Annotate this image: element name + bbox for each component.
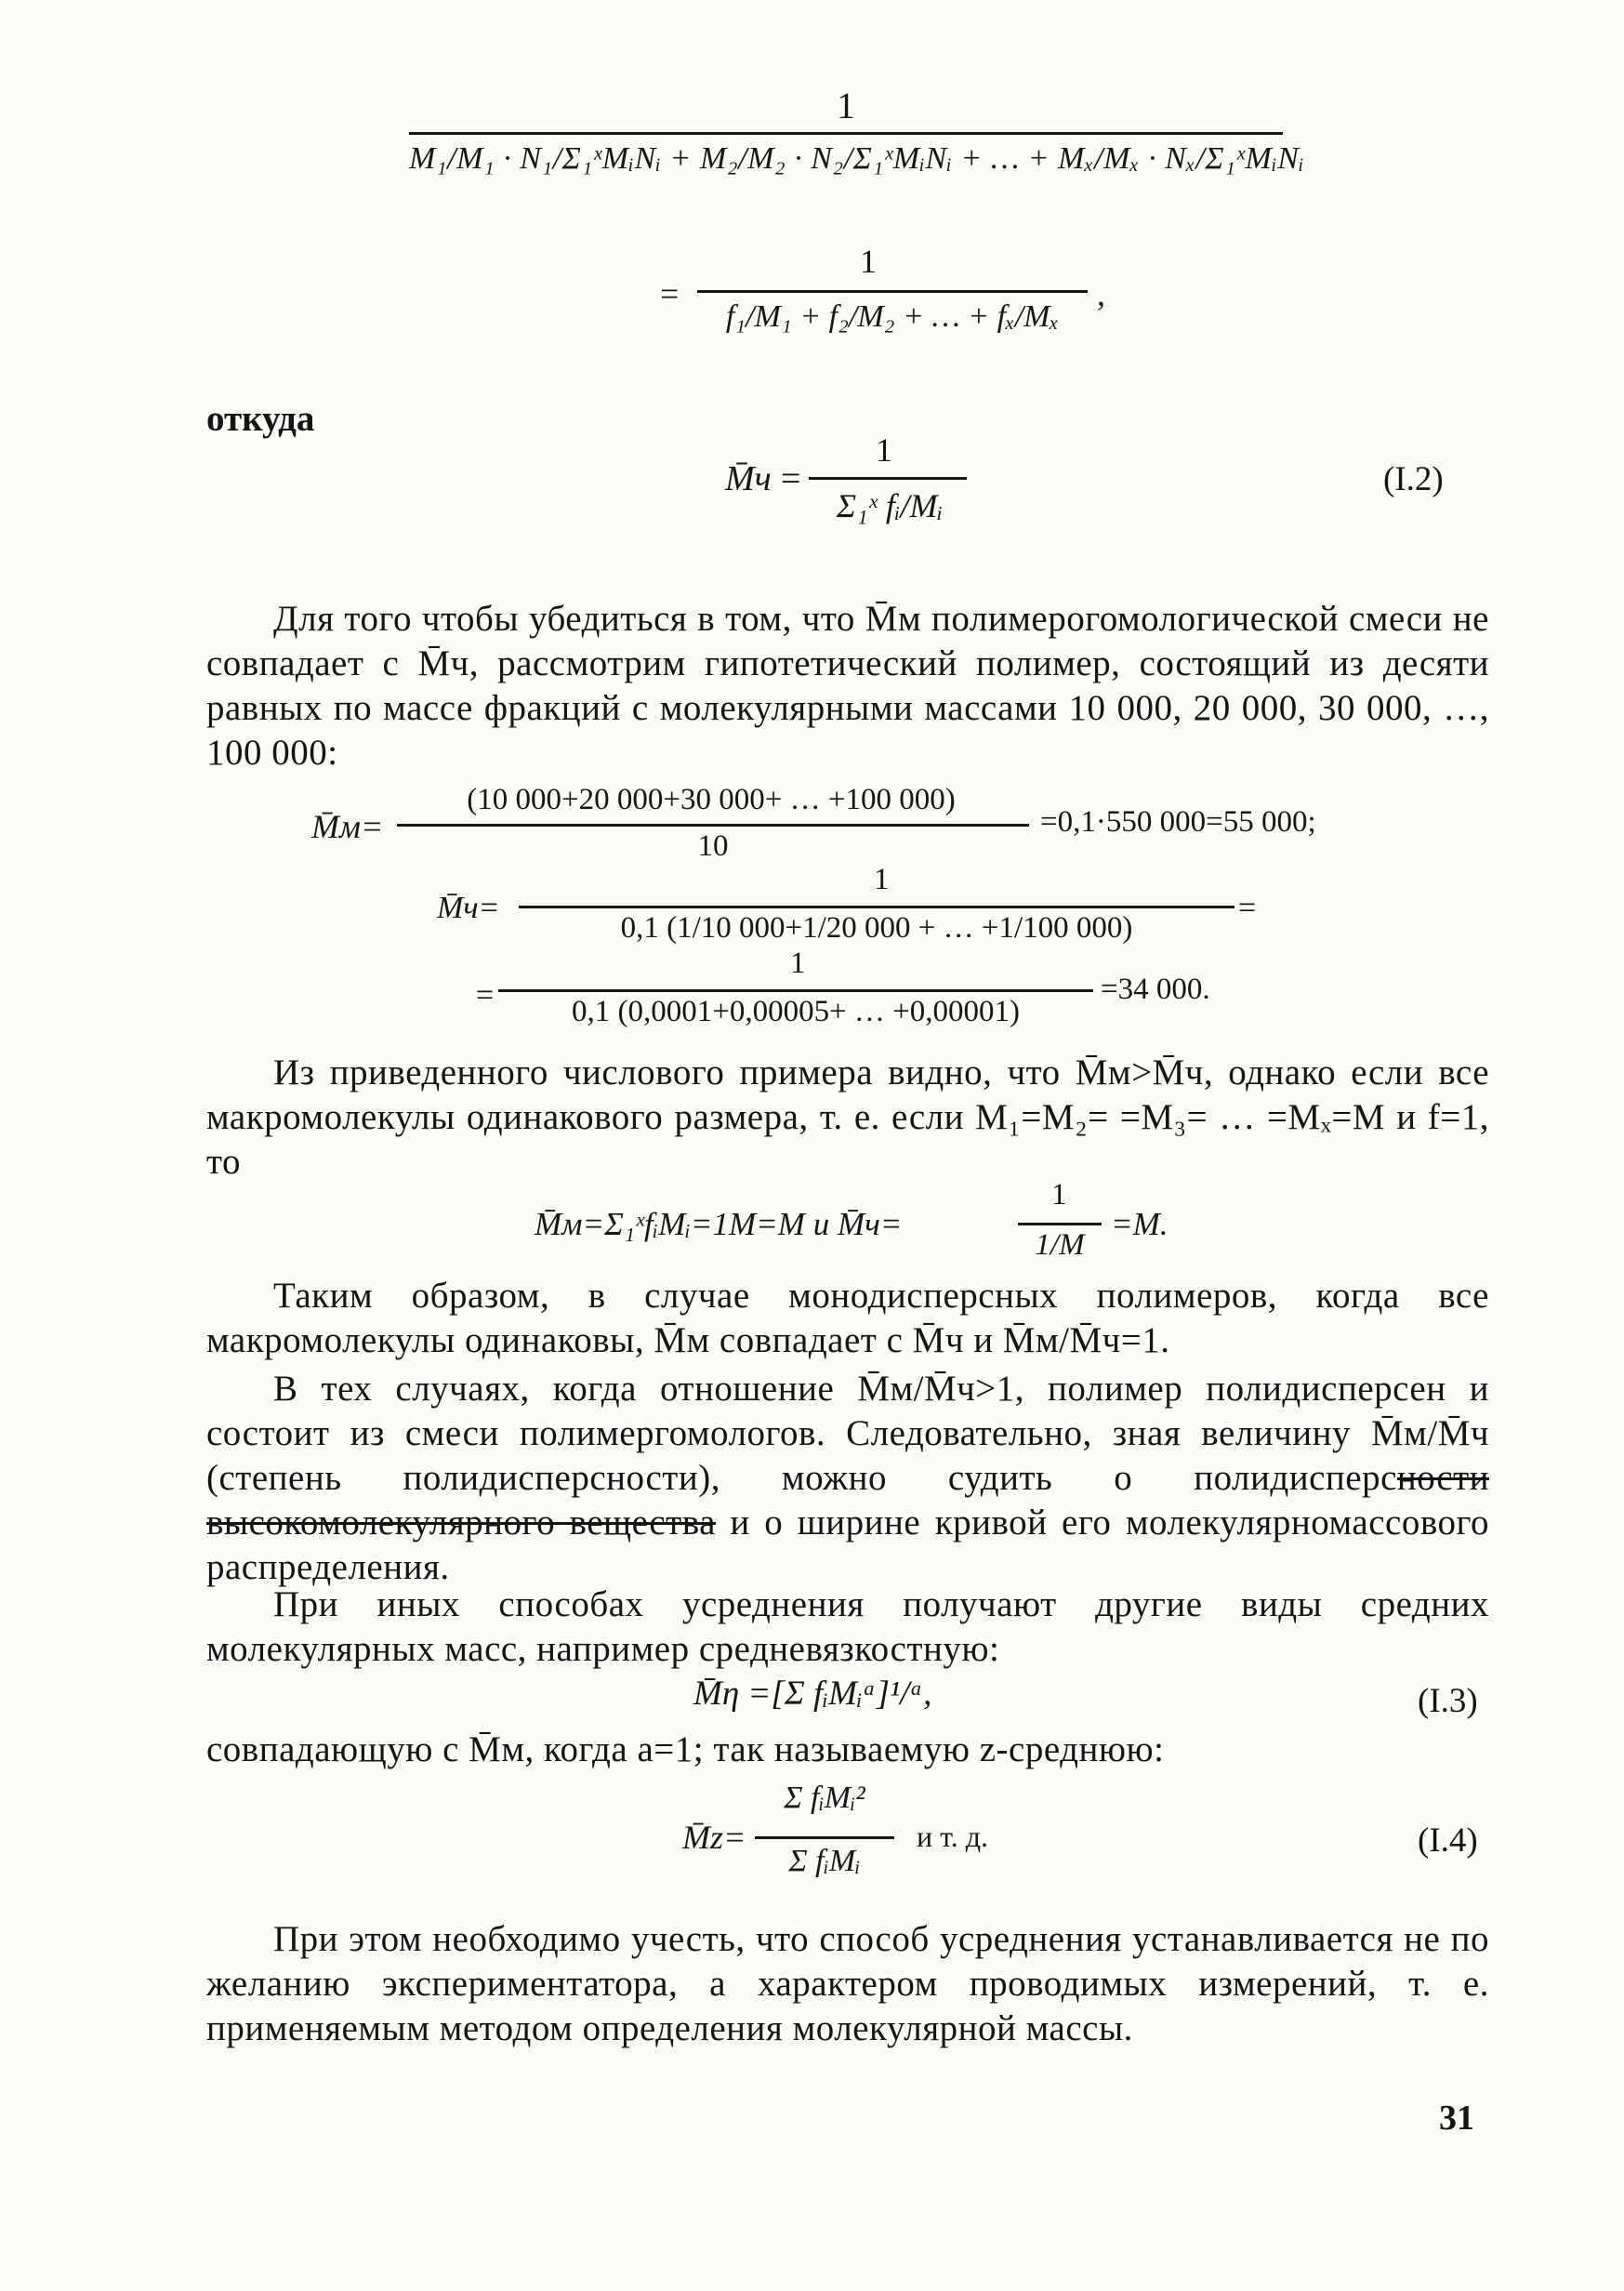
top-formula-second-denominator: f₁/M₁ + f₂/M₂ + … + fₓ/Mₓ — [725, 299, 1060, 334]
eq-1-4-tail: и т. д. — [917, 1820, 988, 1853]
calc-mch-lhs: M̄ч= — [437, 891, 500, 925]
calc-mch-denominator: 0,1 (1/10 000+1/20 000 + … +1/100 000) — [620, 911, 1133, 945]
calc-mm-denominator: 10 — [697, 829, 729, 863]
calc-mm-result: =0,1·550 000=55 000; — [1040, 805, 1316, 839]
calc-mm-lhs: M̄м= — [311, 808, 384, 845]
eq-equal-numerator: 1 — [1051, 1178, 1067, 1212]
eq-1-4-lhs: M̄z= — [682, 1819, 746, 1856]
top-formula-comma: , — [1097, 275, 1105, 312]
calc-mch-numerator: 1 — [874, 863, 890, 896]
eq-1-2-equals: = — [781, 459, 801, 498]
eq-1-3: M̄η =[Σ fᵢMᵢᵃ]¹/ᵃ, — [693, 1675, 932, 1713]
eq-1-4-number: (I.4) — [1418, 1821, 1478, 1860]
eq-1-4 — [682, 1781, 1073, 1901]
calc-mch2-bar — [498, 989, 1093, 992]
calc-mch2-denominator: 0,1 (0,0001+0,00005+ … +0,00001) — [571, 995, 1021, 1028]
calc-mch — [437, 865, 1274, 958]
paragraph-3: Таким образом, в случае монодисперсных полимеров, когда все макромолекулы одинаковы, M̄м совпадает с M̄ч и M̄м/M̄ч=1. — [206, 1276, 1489, 1360]
paragraph-4-after: и о ширине кривой его молекулярномассового распределения. — [206, 1503, 1489, 1587]
eq-1-3-number: (I.3) — [1418, 1682, 1478, 1720]
top-formula-denominator: M₁/M₁ · N₁/Σ₁ˣMᵢNᵢ + M₂/M₂ · N₂/Σ₁ˣMᵢNᵢ + … + Mₓ/Mₓ · Nₓ/Σ₁ˣMᵢNᵢ — [409, 141, 1305, 176]
eq-1-2-numerator: 1 — [876, 431, 892, 469]
top-formula — [390, 84, 1305, 391]
top-formula-numerator: 1 — [837, 85, 855, 126]
otkuda-label: откуда — [206, 399, 315, 439]
top-formula-fraction-bar — [409, 132, 1283, 135]
page-number: 31 — [1439, 2099, 1474, 2138]
calc-mm-bar — [397, 824, 1029, 827]
eq-1-2-denominator: Σ₁ˣ fᵢ/Mᵢ — [836, 487, 944, 524]
calc-mch2-numerator: 1 — [790, 947, 806, 980]
paragraph-4-struck: ности высокомолекулярного вещества — [206, 1458, 1489, 1543]
eq-equal — [535, 1178, 1278, 1278]
paragraph-4-before: В тех случаях, когда отношение M̄м/M̄ч>1, полимер полидисперсен и состоит из смеси полимергомологов. Следовательно, зная величину M̄м/M̄ч (степень полидисперсности), можно судить о полидисперс — [206, 1369, 1489, 1498]
eq-1-2 — [725, 432, 1023, 572]
top-formula-second-bar — [697, 290, 1088, 293]
paragraph-7: При этом необходимо учесть, что способ усреднения устанавливается не по желанию экспериментатора, а характером проводимых измерений, т. е. применяемым методом определения молекулярной массы. — [206, 1919, 1489, 2048]
eq-1-4-bar — [755, 1836, 894, 1839]
paragraph-5: При иных способах усреднения получают другие виды средних молекулярных масс, например средневязкостную: — [206, 1584, 1489, 1669]
eq-1-4-denominator: Σ fᵢMᵢ — [788, 1844, 861, 1878]
eq-equal-denominator: 1/M — [1035, 1228, 1085, 1262]
paragraph-2: Из приведенного числового примера видно, что M̄м>M̄ч, однако если все макромолекулы одинакового размера, т. е. если M₁=M₂= =M₃= … =Mₓ=M и f=1, то — [206, 1053, 1489, 1182]
eq-equal-right: =M. — [1111, 1206, 1168, 1242]
calc-mch2 — [476, 948, 1275, 1041]
calc-mch2-result: =34 000. — [1101, 973, 1210, 1006]
calc-mm-numerator: (10 000+20 000+30 000+ … +100 000) — [467, 783, 956, 816]
paragraph-6: совпадающую с M̄м, когда a=1; так называемую z-среднюю: — [206, 1729, 1165, 1769]
top-formula-equals: = — [660, 275, 680, 312]
eq-1-2-lhs: M̄ч — [725, 459, 772, 498]
eq-1-2-bar — [809, 477, 967, 480]
calc-mch2-equals: = — [476, 978, 495, 1013]
calc-mch-bar — [519, 906, 1235, 908]
eq-equal-bar — [1018, 1223, 1102, 1225]
eq-equal-left: M̄м=Σ₁ˣfᵢMᵢ=1M=M и M̄ч= — [535, 1206, 903, 1242]
eq-1-4-numerator: Σ fᵢMᵢ² — [784, 1781, 865, 1815]
calc-mch-equals: = — [1238, 891, 1257, 925]
paragraph-1: Для того чтобы убедиться в том, что M̄м полимерогомологической смеси не совпадает с M̄ч, рассмотрим гипотетический полимер, состоящий из десяти равных по массе фракций с молекулярными массами 10 000, 20 000, 30 000, …, 100 000: — [206, 599, 1489, 773]
paragraph-4 — [206, 1367, 1489, 1590]
eq-1-2-number: (I.2) — [1383, 460, 1444, 498]
top-formula-second-numerator: 1 — [860, 243, 877, 280]
